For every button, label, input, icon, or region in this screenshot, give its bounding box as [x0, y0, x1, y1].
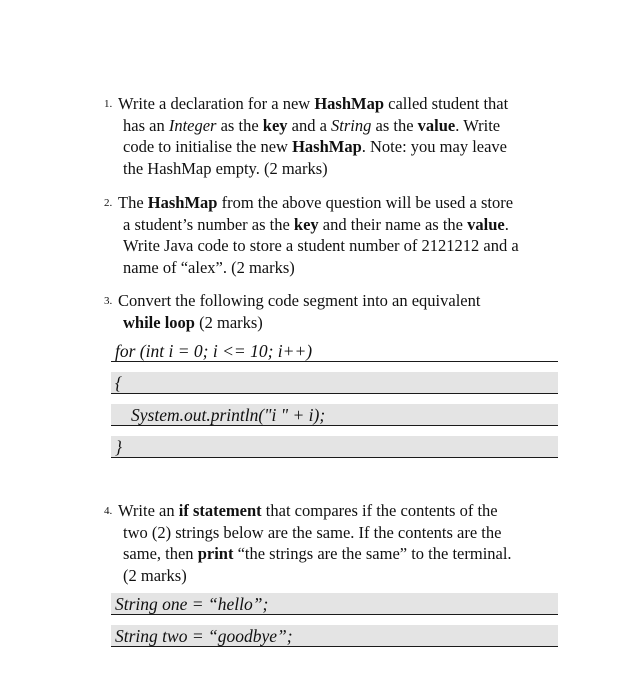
text-line: Write a declaration for a new HashMap called student that: [118, 94, 509, 113]
question-1: [104, 93, 574, 179]
text-line: the HashMap empty. (2 marks): [123, 158, 328, 178]
code-line-for: for (int i = 0; i <= 10; i++): [111, 340, 558, 362]
text-line: same, then print “the strings are the same” to the terminal.: [123, 544, 512, 563]
question-2: [104, 192, 574, 278]
text-line: Write an if statement that compares if the contents of the: [118, 501, 498, 520]
code-line-println: System.out.println("i " + i);: [111, 404, 558, 426]
text-line: Write Java code to store a student number of 2121212 and a: [123, 236, 519, 255]
text-line: (2 marks): [123, 565, 187, 585]
code-line-string-one: String one = “hello”;: [111, 593, 558, 615]
text-line: code to initialise the new HashMap. Note: you may leave: [123, 137, 508, 156]
text-line: Convert the following code segment into an equivalent: [118, 291, 481, 310]
text-line: has an Integer as the key and a String as the value. Write: [123, 115, 501, 135]
question-number: 4.: [104, 505, 113, 517]
question-3: [104, 290, 574, 333]
code-line-close-brace: }: [111, 436, 558, 458]
text-line: name of “alex”. (2 marks): [123, 257, 295, 277]
text-line: The HashMap from the above question will be used a store: [118, 193, 514, 212]
code-line-string-two: String two = “goodbye”;: [111, 625, 558, 647]
question-4: [104, 500, 574, 586]
text-line: two (2) strings below are the same. If the contents are the: [123, 522, 502, 542]
code-line-open-brace: {: [111, 372, 558, 394]
question-number: 3.: [104, 295, 113, 307]
text-line: a student’s number as the key and their name as the value.: [123, 214, 509, 234]
question-number: 2.: [104, 197, 113, 209]
text-line: while loop (2 marks): [123, 312, 263, 332]
question-number: 1.: [104, 98, 113, 110]
